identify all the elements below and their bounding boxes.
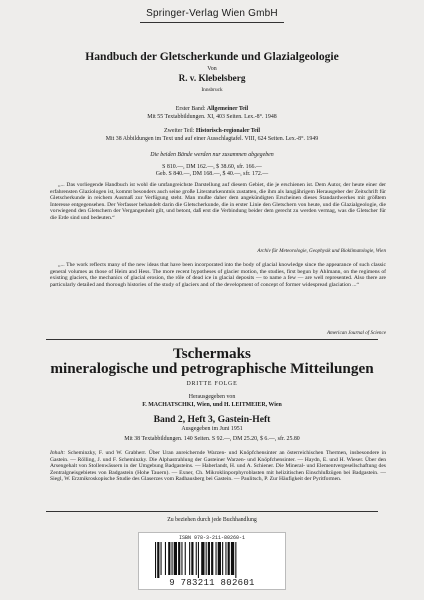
vol2-label: Zweiter Teil:: [164, 128, 196, 134]
bottom-rule: [46, 511, 378, 512]
barcode-box: [138, 532, 286, 590]
barcode-bar: [155, 542, 156, 578]
book2-issued: Ausgegeben im Juni 1951: [181, 426, 243, 432]
barcode-bar: [185, 542, 186, 575]
book2-title-line2: mineralogische und petrographische Mitteilungen: [50, 360, 374, 377]
footer-note: Zu beziehen durch jede Buchhandlung: [167, 517, 257, 523]
barcode-bar: [172, 542, 173, 575]
barcode-bar: [222, 542, 223, 575]
book1-price-bound: Geb. S 840.—, DM 168.—, $ 40.—, sfr. 172.—: [155, 171, 269, 177]
vol1-title: Allgemeiner Teil: [206, 106, 249, 112]
book1-price: S 810.—, DM 162.—, $ 38.60, sfr. 166.—: [162, 164, 262, 170]
book2-issue: Band 2, Heft 3, Gastein-Heft: [153, 414, 271, 425]
barcode-bar: [201, 542, 204, 575]
review1-source: Archiv für Meteorologie, Geophysik und Bioklimatologie, Wien: [257, 248, 386, 254]
barcode-bar: [191, 542, 193, 575]
book2-series: DRITTE FOLGE: [186, 381, 238, 387]
barcode-bar: [228, 542, 230, 575]
top-rule: [140, 22, 284, 23]
barcode-bar: [231, 542, 234, 575]
vol1-label: Erster Band:: [175, 106, 207, 112]
book1-vol2-heading: [0, 128, 424, 135]
barcode-bars: [155, 542, 271, 578]
review2-text: „... The work reflects many of the new ideas that have been incorporated into the body of glacial knowledge since the appearance of such classic general volumes as those of Heim and Hess. The more recent hypotheses of glacier motion, the studies, first begun by Ahlmann, on the regimens of existing glaciers, the mechanics of glacial erosion, the rôle of dead ice in glacial deposits — to name a few — are well represented. Also there are particularly detailed and thorough histories of the study of glaciers and of the development of concept of former widespread glaciation ...“: [50, 262, 386, 288]
barcode-bar: [216, 542, 217, 575]
contents-text: Scheminzky, F. und W. Grabherr. Über Uran anreichernde Warzen- und Knöpfchensinter an österreichischen Thermen, insbesondere in Gastein. — Rölling, J. und F. Scheminzky. Die Alphastrahlung der Gasteiner Warzen- und Knöpfchensinter. — Haydn, E. und H. Wieser. Über den Arsengehalt von Stollenwässern in der Umgebung Badgasteins. — Haberlandt, H. und A. Schiener. Die Mineral- und Elementvergesellschaftung des Zentralgneisgebietes von Badgastein (Hohe Tauern). — Exner, Ch. Mikroklinporphyroblasten mit helizitischen Einschlußzügen bei Badgastein. — Siegl, W. Erzmikroskopische Studie des Glaserzes vom Radhausberg bei Gastein. — Paulitsch, P. Zur Häufigkeit der Pyritformen.: [50, 450, 386, 483]
barcode-bar: [157, 542, 159, 578]
review1-text: „... Das vorliegende Handbuch ist wohl die umfangreichste Darstellung auf diesem Gebiet, die je erschienen ist. Dem Autor, der heute einer der erfahrensten Glaziologen ist, kommt besonders auch seine große Literaturkenntnis zustatten, die ihm als langjährigem Herausgeber der Zeitschrift für Gletscherkunde in reichem Ausmaß zur Verfügung steht. Man mußte daher dem angekündigten Erscheinen dieses Standardwerkes mit größtem Interesse entgegensehen. Der Verfasser behandelt darin die Gletscherkunde, die in erster Linie den Gletschern von heute, und die Glazialgeologie, die vorwiegend den Gletschern der Vergangenheit gilt, und betont, daß erst die Verbindung beider dem gerecht zu werden vermag, was die Gletscher für die Erde sind und bedeuten.“: [50, 182, 386, 221]
barcode-bar: [225, 542, 226, 575]
book2-details: Mit 38 Textabbildungen. 140 Seiten. S 92.—, DM 25.20, $ 6.—, sfr. 25.80: [124, 436, 300, 442]
review2-source: American Journal of Science: [327, 330, 386, 336]
barcode-bar: [174, 542, 177, 575]
book2-editors: F. MACHATSCHKI, Wien, und H. LEITMEIER, Wien: [142, 402, 282, 408]
barcode-bar: [198, 542, 199, 578]
barcode-bar: [165, 542, 166, 575]
barcode-bar: [178, 542, 180, 575]
book2-title-line1: Tschermaks: [173, 345, 251, 362]
book1-note: Die beiden Bände werden nur zusammen abgegeben: [150, 152, 274, 158]
book1-vol1-heading: [0, 106, 424, 113]
barcode-bar: [189, 542, 190, 575]
book1-author: R. v. Klebelsberg: [178, 73, 246, 83]
barcode-number: 9 783211 802601: [169, 578, 255, 588]
book1-vol1-details: Mit 55 Textabbildungen. XI, 403 Seiten. Lex.-8°. 1948: [147, 114, 277, 120]
barcode-bar: [235, 542, 236, 578]
book1-by: Von: [207, 66, 217, 72]
barcode-bar: [211, 542, 213, 575]
barcode-bar: [168, 542, 170, 575]
contents-label: Inhalt:: [50, 450, 66, 456]
barcode-bar: [218, 542, 221, 575]
barcode-bar: [208, 542, 210, 575]
publisher-name: Springer-Verlag Wien GmbH: [146, 8, 278, 19]
book2-contents: [50, 450, 386, 483]
middle-rule: [46, 339, 378, 340]
book1-title: Handbuch der Gletscherkunde und Glazialgeologie: [85, 50, 339, 63]
vol2-title: Historisch-regionaler Teil: [195, 128, 260, 134]
barcode-bar: [196, 542, 197, 575]
barcode-bar: [181, 542, 182, 575]
book2-editors-intro: Herausgegeben von: [188, 394, 236, 400]
book1-vol2-details: Mit 38 Abbildungen im Text und auf einer Ausschlagtafel. VIII, 624 Seiten. Lex.-8°. 1949: [105, 136, 319, 142]
book1-review-german: [50, 182, 386, 222]
barcode-bar: [161, 542, 162, 575]
isbn-text: ISBN 978-3-211-80260-1: [178, 535, 245, 541]
book1-review-english: [50, 262, 386, 288]
barcode-bar: [206, 542, 207, 575]
book1-city: Innsbruck: [201, 87, 223, 93]
